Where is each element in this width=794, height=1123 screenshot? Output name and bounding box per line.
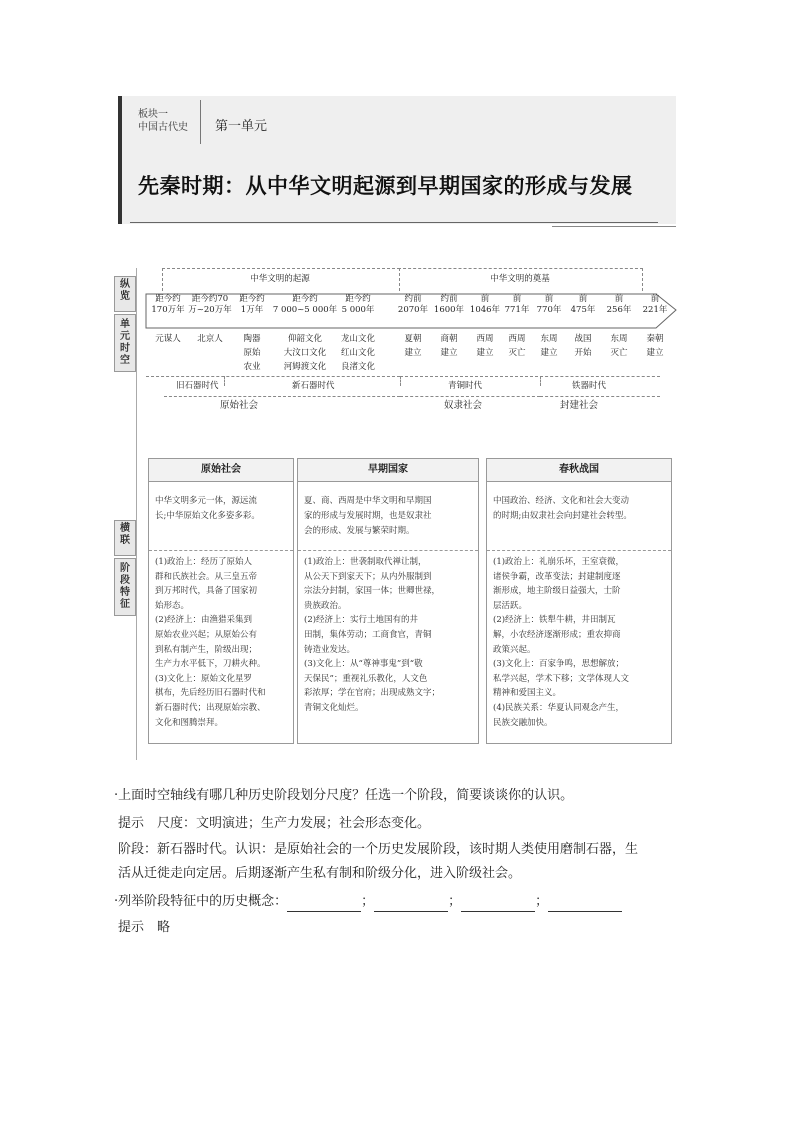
detail-line: 精神和爱国主义。 bbox=[493, 688, 562, 699]
detail-line: 贵族政治。 bbox=[304, 600, 347, 611]
date-line-1: 距今约 bbox=[239, 294, 265, 304]
detail-line: (1)政治上：世袭制取代禅让制， bbox=[304, 557, 427, 567]
answer-blank-3[interactable] bbox=[461, 897, 535, 912]
detail-line: (1)政治上：礼崩乐坏，王室衰微， bbox=[493, 557, 625, 567]
date-line-1: 前 bbox=[650, 294, 660, 304]
neolithic-label: 新石器时代 bbox=[292, 381, 335, 391]
detail-line: 层活跃。 bbox=[493, 600, 528, 611]
date-line-2: 7 000~5 000年 bbox=[272, 305, 338, 315]
feudal-society-line bbox=[540, 396, 660, 397]
blank-separator: ； bbox=[448, 894, 462, 909]
date-line-2: 1600年 bbox=[433, 305, 465, 315]
timeline-event bbox=[468, 332, 502, 360]
detail-line: 从公天下到家天下；从内外服制到 bbox=[304, 571, 432, 582]
summary-line: 中华文明多元一体，源远流 bbox=[155, 496, 258, 506]
detail-line: 新石器时代；出现原始宗教、 bbox=[155, 702, 266, 713]
timeline-event bbox=[180, 332, 240, 346]
event-line: 原始 bbox=[243, 348, 261, 358]
module-line-1: 板块一 bbox=[138, 109, 168, 120]
event-line: 建立 bbox=[476, 348, 494, 358]
module-label bbox=[138, 108, 188, 134]
event-line: 河姆渡文化 bbox=[283, 362, 327, 372]
stage-box bbox=[297, 458, 479, 744]
tag-unit-time: 单 元 时 空 bbox=[114, 314, 136, 372]
answer-1-line-3: 活从迁徙走向定居。后期逐渐产生私有制和阶级分化，进入阶级社会。 bbox=[118, 866, 522, 881]
event-line: 开始 bbox=[574, 348, 592, 358]
date-line-1: 距今约 bbox=[155, 294, 181, 304]
event-line: 北京人 bbox=[197, 334, 223, 344]
event-line: 龙山文化 bbox=[340, 334, 375, 344]
detail-line: 天保民”；重视礼乐教化，人文色 bbox=[304, 673, 428, 684]
summary-line: 中国政治、经济、文化和社会大变动 bbox=[493, 496, 630, 506]
event-line: 仰韶文化 bbox=[287, 334, 322, 344]
detail-line: 政策兴起。 bbox=[493, 644, 536, 655]
summary-line: 家的形成与发展时期，也是奴隶社 bbox=[304, 511, 432, 521]
event-line: 农业 bbox=[243, 362, 261, 372]
iron-age-start bbox=[540, 376, 541, 386]
detail-line: 群和氏族社会。从三皇五帝 bbox=[155, 571, 258, 582]
date-line-2: 771年 bbox=[504, 305, 530, 315]
event-line: 西周 bbox=[476, 334, 494, 344]
side-axis-line bbox=[136, 268, 137, 760]
event-line: 夏朝 bbox=[404, 334, 422, 344]
summary-line: 长;中华原始文化多姿多彩。 bbox=[155, 511, 260, 521]
event-line: 建立 bbox=[646, 348, 664, 358]
timeline-dates bbox=[146, 294, 666, 328]
event-line: 建立 bbox=[404, 348, 422, 358]
date-line-2: 475年 bbox=[570, 305, 596, 315]
summary-line: 的时期;由奴隶社会向封建社会转型。 bbox=[493, 511, 632, 521]
iron-age-label: 铁器时代 bbox=[572, 381, 607, 391]
event-line: 战国 bbox=[574, 334, 592, 344]
tag-stage: 阶 段 特 征 bbox=[114, 558, 136, 616]
blank-separator: ； bbox=[535, 894, 549, 909]
event-line: 陶器 bbox=[243, 334, 261, 344]
stage-box-summary bbox=[298, 482, 478, 550]
header-rule bbox=[130, 222, 658, 223]
stage-box-title: 春秋战国 bbox=[487, 459, 671, 482]
question-2-text: ·列举阶段特征中的历史概念： bbox=[114, 894, 288, 909]
detail-line: (2)经济上：铁犁牛耕，井田制瓦 bbox=[493, 615, 616, 626]
event-line: 建立 bbox=[440, 348, 458, 358]
timeline-date bbox=[602, 294, 636, 316]
stage-box-title: 早期国家 bbox=[298, 459, 478, 482]
header-separator bbox=[200, 100, 201, 144]
detail-line: 诸侯争霸，改革变法；封建制度逐 bbox=[493, 571, 621, 582]
stage-box-title: 原始社会 bbox=[149, 459, 293, 482]
date-line-1: 前 bbox=[614, 294, 624, 304]
date-line-1: 前 bbox=[480, 294, 490, 304]
answer-1: 提示 尺度：文明演进；生产力发展；社会形态变化。 bbox=[118, 816, 431, 831]
summary-line: 会的形成、发展与繁荣时期。 bbox=[304, 526, 415, 536]
detail-line: 到私有制产生，阶级出现； bbox=[155, 644, 258, 655]
detail-line: (3)文化上：百家争鸣，思想解放； bbox=[493, 659, 625, 670]
timeline-date bbox=[638, 294, 672, 316]
detail-line: 渐形成，地主阶级日益强大，士阶 bbox=[493, 586, 621, 597]
bronze-age-line bbox=[400, 376, 538, 377]
event-line: 良渚文化 bbox=[340, 362, 375, 372]
tag-overview: 纵 览 bbox=[114, 276, 136, 312]
tag-cross: 横 联 bbox=[114, 520, 136, 556]
detail-line: (4)民族关系：华夏认同观念产生， bbox=[493, 702, 625, 713]
bronze-age-label: 青铜时代 bbox=[448, 381, 483, 391]
event-line: 西周 bbox=[508, 334, 526, 344]
timeline-date bbox=[396, 294, 430, 316]
detail-line: 青铜文化灿烂。 bbox=[304, 702, 364, 713]
stage-box-details bbox=[149, 550, 293, 730]
detail-line: 铸造业发达。 bbox=[304, 644, 356, 655]
stone-age-line bbox=[146, 376, 400, 377]
timeline-event bbox=[432, 332, 466, 360]
stone-age-divider bbox=[224, 376, 225, 386]
timeline-date bbox=[180, 294, 240, 316]
primitive-society-label: 原始社会 bbox=[220, 400, 259, 411]
timeline-date bbox=[502, 294, 532, 316]
event-line: 秦朝 bbox=[646, 334, 664, 344]
date-line-1: 距今约 bbox=[345, 294, 371, 304]
timeline-event bbox=[328, 332, 388, 374]
detail-line: 生产力水平低下，刀耕火种。 bbox=[155, 659, 266, 670]
event-line: 元谋人 bbox=[155, 334, 181, 344]
primitive-society-line bbox=[164, 396, 400, 397]
stage-box-details bbox=[487, 550, 671, 730]
detail-line: (3)文化上：原始文化星罗 bbox=[155, 673, 253, 684]
answer-blank-2[interactable] bbox=[374, 897, 448, 912]
answer-blank-1[interactable] bbox=[287, 897, 361, 912]
event-line: 灭亡 bbox=[508, 348, 526, 358]
detail-line: 彩浓厚；学在官府；出现成熟文字； bbox=[304, 688, 441, 699]
slave-society-label: 奴隶社会 bbox=[444, 400, 483, 411]
stage-box-details bbox=[298, 550, 478, 716]
unit-label: 第一单元 bbox=[215, 119, 268, 134]
detail-line: 解，小农经济逐渐形成；重农抑商 bbox=[493, 629, 621, 640]
date-line-2: 1万年 bbox=[240, 305, 264, 315]
question-1: ·上面时空轴线有哪几种历史阶段划分尺度？任选一个阶段，简要谈谈你的认识。 bbox=[114, 788, 574, 803]
detail-line: (3)文化上：从“尊神事鬼”到“敬 bbox=[304, 659, 423, 670]
timeline-event bbox=[534, 332, 564, 360]
date-line-2: 170万年 bbox=[151, 305, 185, 315]
summary-line: 夏、商、西周是中华文明和早期国 bbox=[304, 496, 432, 506]
timeline-event bbox=[638, 332, 672, 360]
detail-line: 田制，集体劳动；工商食官，青铜 bbox=[304, 629, 432, 640]
blank-separator: ； bbox=[361, 894, 375, 909]
detail-line: 宗法分封制，家国一体；世卿世禄， bbox=[304, 586, 441, 597]
date-line-2: 2070年 bbox=[397, 305, 429, 315]
event-line: 商朝 bbox=[440, 334, 458, 344]
date-line-2: 5 000年 bbox=[341, 305, 375, 315]
date-line-2: 221年 bbox=[642, 305, 668, 315]
header-panel bbox=[118, 96, 676, 224]
slave-society-line bbox=[400, 396, 540, 397]
date-line-1: 距今约 bbox=[292, 294, 318, 304]
stage-box bbox=[148, 458, 294, 744]
timeline-event bbox=[602, 332, 636, 360]
timeline-date bbox=[468, 294, 502, 316]
event-line: 灭亡 bbox=[610, 348, 628, 358]
origin-label: 中华文明的起源 bbox=[250, 274, 310, 284]
date-line-2: 770年 bbox=[536, 305, 562, 315]
timeline-date bbox=[566, 294, 600, 316]
detail-line: 到万邦时代，具备了国家初 bbox=[155, 586, 258, 597]
foundation-label: 中华文明的奠基 bbox=[490, 274, 550, 284]
timeline-events bbox=[146, 332, 666, 376]
date-line-2: 256年 bbox=[606, 305, 632, 315]
date-line-1: 前 bbox=[512, 294, 522, 304]
date-line-2: 1046年 bbox=[469, 305, 501, 315]
timeline-date bbox=[534, 294, 564, 316]
event-line: 大汶口文化 bbox=[283, 348, 327, 358]
timeline-date bbox=[432, 294, 466, 316]
date-line-1: 约前 bbox=[404, 294, 422, 304]
date-line-1: 距今约70 bbox=[191, 294, 229, 304]
detail-line: (2)经济上：由渔猎采集到 bbox=[155, 615, 253, 626]
event-line: 红山文化 bbox=[340, 348, 375, 358]
timeline-event bbox=[566, 332, 600, 360]
detail-line: 棋布，先后经历旧石器时代和 bbox=[155, 688, 266, 699]
module-line-2: 中国古代史 bbox=[138, 122, 188, 133]
stage-box bbox=[486, 458, 672, 744]
detail-line: 民族交融加快。 bbox=[493, 717, 553, 728]
page-title: 先秦时期：从中华文明起源到早期国家的形成与发展 bbox=[138, 174, 633, 198]
event-line: 建立 bbox=[540, 348, 558, 358]
detail-line: (1)政治上：经历了原始人 bbox=[155, 557, 253, 567]
answer-2: 提示 略 bbox=[118, 920, 171, 935]
feudal-society-label: 封建社会 bbox=[560, 400, 599, 411]
date-line-1: 前 bbox=[544, 294, 554, 304]
header-accent-bar bbox=[118, 96, 122, 224]
date-line-1: 前 bbox=[578, 294, 588, 304]
detail-line: 私学兴起，学术下移；文学体现人文 bbox=[493, 673, 630, 684]
paleolithic-label: 旧石器时代 bbox=[176, 381, 219, 391]
detail-line: (2)经济上：实行土地国有的井 bbox=[304, 615, 419, 626]
stage-box-summary bbox=[149, 482, 293, 550]
detail-line: 始形态。 bbox=[155, 600, 190, 611]
detail-line: 原始农业兴起；从原始公有 bbox=[155, 629, 258, 640]
iron-age-line bbox=[540, 376, 660, 377]
answer-1-line-2: 阶段：新石器时代。认识：是原始社会的一个历史发展阶段，该时期人类使用磨制石器，生 bbox=[118, 842, 639, 857]
date-line-1: 约前 bbox=[440, 294, 458, 304]
stage-box-summary bbox=[487, 482, 671, 550]
detail-line: 文化和图腾崇拜。 bbox=[155, 717, 224, 728]
timeline-event bbox=[396, 332, 430, 360]
date-line-2: 万~20万年 bbox=[188, 305, 232, 315]
bronze-age-start bbox=[400, 376, 401, 386]
event-line: 东周 bbox=[610, 334, 628, 344]
answer-blank-4[interactable] bbox=[548, 897, 622, 912]
event-line: 东周 bbox=[540, 334, 558, 344]
timeline-date bbox=[328, 294, 388, 316]
question-2 bbox=[114, 892, 622, 912]
timeline-event bbox=[502, 332, 532, 360]
header-rule-short bbox=[552, 226, 676, 227]
